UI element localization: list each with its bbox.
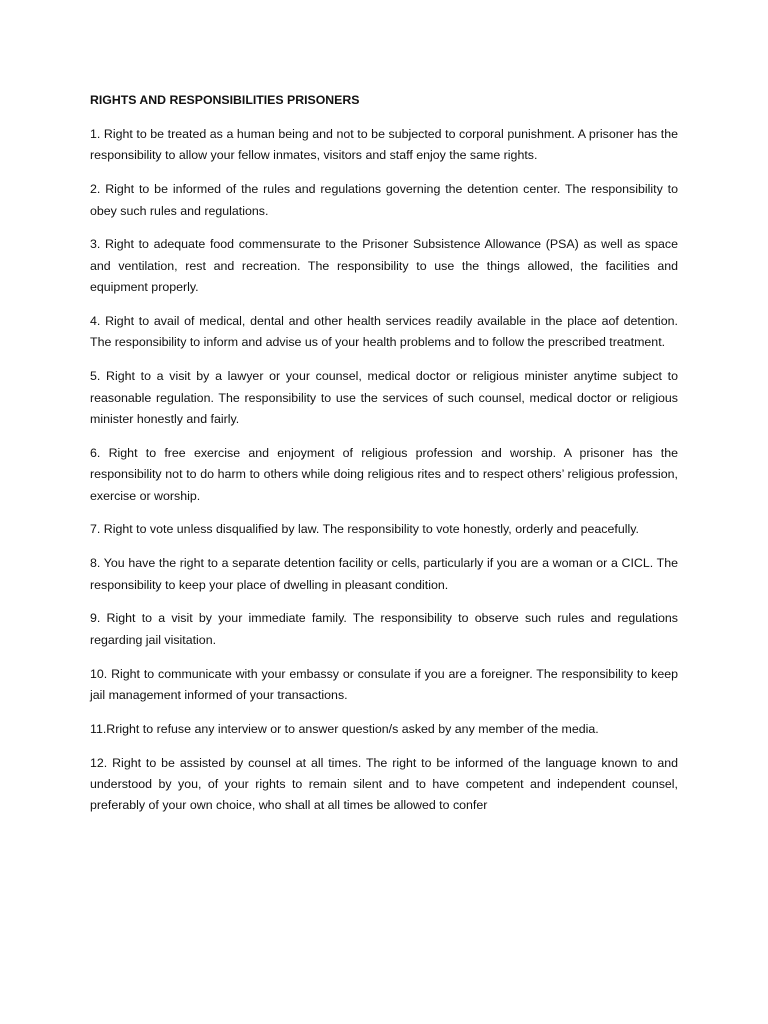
paragraph-7: 7. Right to vote unless disqualified by law. The responsibility to vote honestly, orderly and peacefully. xyxy=(90,522,639,537)
paragraph-10: 10. Right to communicate with your embassy or consulate if you are a foreigner. The responsibility to keep jail management informed of your transactions. xyxy=(90,666,678,703)
paragraph-9: 9. Right to a visit by your immediate family. The responsibility to observe such rules and regulations regarding jail visitation. xyxy=(90,611,678,647)
paragraph-3: 3. Right to adequate food commensurate to the Prisoner Subsistence Allowance (PSA) as well as space and ventilation, rest and recreation. The responsibility to use the things allowed, the facilities and equipment properly. xyxy=(90,237,678,295)
document-title: RIGHTS AND RESPONSIBILITIES PRISONERS xyxy=(90,93,360,107)
paragraph-1: 1. Right to be treated as a human being and not to be subjected to corporal punishment. A prisoner has the responsibility to allow your fellow inmates, visitors and staff enjoy the same rights. xyxy=(90,127,678,163)
paragraph-12: 12. Right to be assisted by counsel at all times. The right to be informed of the language known to and understood by you, of your rights to remain silent and to have competent and independent counsel, preferably of your own choice, who shall at all times be allowed to confer xyxy=(90,755,678,813)
paragraph-8: 8. You have the right to a separate detention facility or cells, particularly if you are a woman or a CICL. The responsibility to keep your place of dwelling in pleasant condition. xyxy=(90,556,678,592)
paragraph-11: 11.Rright to refuse any interview or to answer question/s asked by any member of the media. xyxy=(90,721,599,736)
paragraph-2: 2. Right to be informed of the rules and regulations governing the detention center. The responsibility to obey such rules and regulations. xyxy=(90,182,678,218)
document-page xyxy=(90,92,678,829)
paragraph-4: 4. Right to avail of medical, dental and other health services readily available in the place aof detention. The responsibility to inform and advise us of your health problems and to follow the prescribed treatment. xyxy=(90,314,678,350)
paragraph-6: 6. Right to free exercise and enjoyment of religious profession and worship. A prisoner has the responsibility not to do harm to others while doing religious rites and to respect others’ religious profession, exercise or worship. xyxy=(90,445,678,503)
paragraph-5: 5. Right to a visit by a lawyer or your counsel, medical doctor or religious minister anytime subject to reasonable regulation. The responsibility to use the services of such counsel, medical doctor or religious minister honestly and fairly. xyxy=(90,369,678,427)
